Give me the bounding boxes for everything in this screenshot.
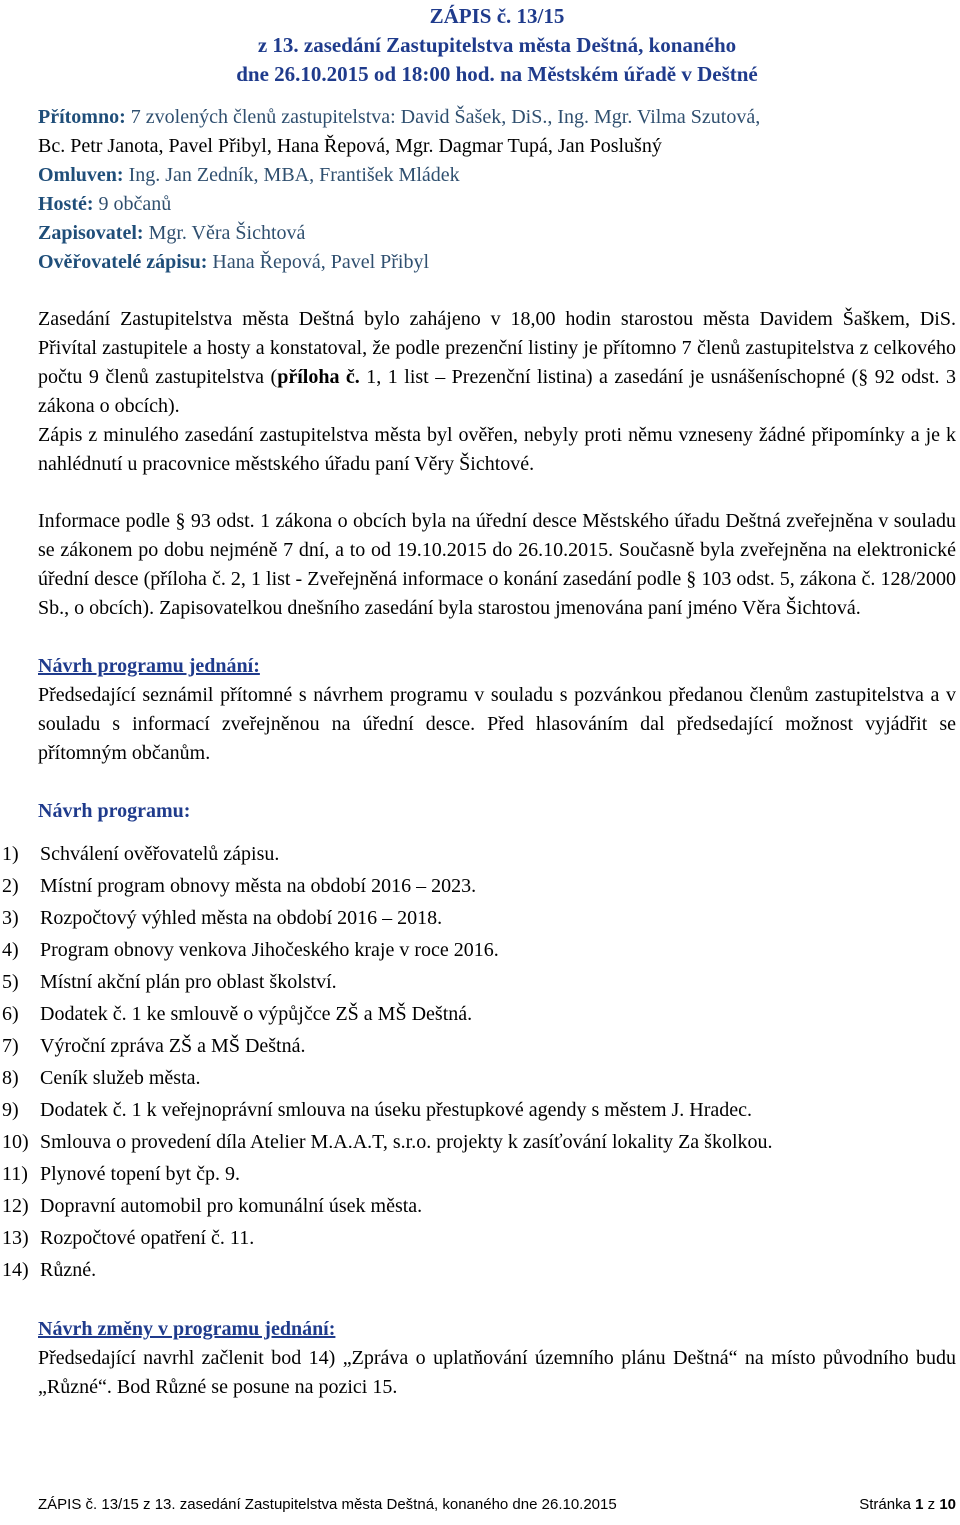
program-item-text: Program obnovy venkova Jihočeského kraje v roce 2016. — [40, 939, 499, 961]
program-item-text: Dodatek č. 1 ke smlouvě o výpůjčce ZŠ a MŠ Deštná. — [40, 1003, 473, 1025]
program-item-text: Smlouva o provedení díla Atelier M.A.A.T, s.r.o. projekty k zasíťování lokality Za školkou. — [40, 1131, 773, 1153]
program-item — [2, 1126, 920, 1158]
program-item-number: 13) — [2, 1227, 29, 1249]
program-item-text: Plynové topení byt čp. 9. — [40, 1163, 240, 1185]
title-line-1: ZÁPIS č. 13/15 — [429, 4, 565, 28]
proposal-text: Předsedající seznámil přítomné s návrhem programu v souladu s pozvánkou předanou členům zastupitelstva a v souladu s informací zveřejněnou na úřední desce. Před hlasováním dal předsedající možnost vyjádřit se přítomným občanům. — [38, 684, 956, 764]
excused-text: Ing. Jan Zedník, MBA, František Mládek — [128, 164, 460, 186]
program-item-number: 1) — [2, 843, 19, 865]
program-item — [2, 998, 920, 1030]
program-item — [2, 1094, 920, 1126]
guests-label: Hosté: — [38, 193, 94, 215]
program-item — [2, 1062, 920, 1094]
footer-page — [859, 1496, 956, 1513]
program-item — [2, 838, 920, 870]
document-page — [2, 0, 957, 1402]
footer-left: ZÁPIS č. 13/15 z 13. zasedání Zastupitelstva města Deštná, konaného dne 26.10.2015 — [38, 1496, 617, 1513]
page-footer — [38, 1496, 956, 1513]
verifiers-label: Ověřovatelé zápisu: — [38, 251, 208, 273]
intro-paragraph-2: Zápis z minulého zasedání zastupitelstva města byl ověřen, nebyly proti němu vzneseny žádné připomínky a je k nahlédnutí u pracovnice městského úřadu paní Věry Šichtové. — [38, 424, 956, 475]
program-item-number: 7) — [2, 1035, 19, 1057]
program-list — [2, 838, 920, 1286]
excused-label: Omluven: — [38, 164, 124, 186]
excused-line — [38, 161, 956, 190]
footer-page-label: Stránka — [859, 1496, 911, 1513]
guests-text: 9 občanů — [98, 193, 172, 215]
program-item-number: 8) — [2, 1067, 19, 1089]
program-item-number: 9) — [2, 1099, 19, 1121]
program-item-number: 10) — [2, 1131, 29, 1153]
present-label: Přítomno: — [38, 106, 126, 128]
change-heading: Návrh změny v programu jednání: — [38, 1318, 336, 1340]
program-item — [2, 1254, 920, 1286]
footer-page-num: 1 — [915, 1496, 924, 1513]
program-item-text: Rozpočtový výhled města na období 2016 – 2018. — [40, 907, 443, 929]
title-line-3: dne 26.10.2015 od 18:00 hod. na Městském úřadě v Deštné — [236, 62, 758, 86]
program-item-number: 11) — [2, 1163, 28, 1185]
program-item-number: 5) — [2, 971, 19, 993]
program-item-text: Místní akční plán pro oblast školství. — [40, 971, 337, 993]
program-item — [2, 1158, 920, 1190]
attendance-block — [38, 103, 956, 277]
program-item — [2, 934, 920, 966]
verifiers-text: Hana Řepová, Pavel Přibyl — [212, 251, 430, 273]
title-line-2: z 13. zasedání Zastupitelstva města Deštná, konaného — [257, 33, 737, 57]
proposal-heading: Návrh programu jednání: — [38, 655, 260, 677]
program-item — [2, 1222, 920, 1254]
recorder-text: Mgr. Věra Šichtová — [148, 222, 306, 244]
program-item-text: Různé. — [40, 1259, 97, 1281]
program-item — [2, 1190, 920, 1222]
document-title — [38, 2, 956, 89]
intro-text-a: Zasedání Zastupitelstva města Deštná bylo zahájeno v 18,00 hodin starostou města Davidem Šaškem, DiS. Přivítal zastupitele a hosty a konstatoval, že podle prezenční listiny je přítomno 7 členů zastupitelstva z celkového počtu 9 členů zastupitelstva ( — [38, 308, 956, 388]
program-heading: Návrh programu: — [38, 800, 191, 822]
intro-text-b: 1, 1 list – Prezenční listina) a zasedání je usnášeníschopné (§ 92 odst. 3 zákona o obcích). — [38, 366, 957, 417]
program-item — [2, 902, 920, 934]
program-item-number: 12) — [2, 1195, 29, 1217]
program-item-number: 14) — [2, 1259, 29, 1281]
program-item-text: Dodatek č. 1 k veřejnoprávní smlouva na úseku přestupkové agendy s městem J. Hradec. — [40, 1099, 753, 1121]
footer-page-of: z — [927, 1496, 936, 1513]
program-item-text: Dopravní automobil pro komunální úsek města. — [40, 1195, 423, 1217]
footer-page-total: 10 — [939, 1496, 956, 1513]
program-item — [2, 870, 920, 902]
program-item-number: 2) — [2, 875, 19, 897]
present-text-2: Bc. Petr Janota, Pavel Přibyl, Hana Řepová, Mgr. Dagmar Tupá, Jan Poslušný — [38, 135, 662, 157]
intro-paragraph-1 — [38, 305, 956, 421]
program-item-number: 4) — [2, 939, 19, 961]
intro-paragraph-3: Informace podle § 93 odst. 1 zákona o obcích byla na úřední desce Městského úřadu Deštná zveřejněna v souladu se zákonem po dobu nejméně 7 dní, a to od 19.10.2015 do 26.10.2015. Současně byla zveřejněna na elektronické úřední desce (příloha č. 2, 1 list - Zveřejněná informace o konání zasedání podle § 103 odst. 5, zákona č. 128/2000 Sb., o obcích). Zapisovatelkou dnešního zasedání byla starostou jmenována paní jméno Věra Šichtová. — [38, 510, 956, 619]
program-item — [2, 966, 920, 998]
recorder-label: Zapisovatel: — [38, 222, 144, 244]
verifiers-line — [38, 248, 956, 277]
recorder-line — [38, 219, 956, 248]
guests-line — [38, 190, 956, 219]
program-item — [2, 1030, 920, 1062]
program-item-text: Výroční zpráva ZŠ a MŠ Deštná. — [40, 1035, 306, 1057]
present-text-1: 7 zvolených členů zastupitelstva: David Šašek, DiS., Ing. Mgr. Vilma Szutová, — [130, 106, 761, 128]
program-item-text: Rozpočtové opatření č. 11. — [40, 1227, 255, 1249]
program-item-text: Schválení ověřovatelů zápisu. — [40, 843, 280, 865]
program-item-number: 3) — [2, 907, 19, 929]
program-item-number: 6) — [2, 1003, 19, 1025]
program-item-text: Ceník služeb města. — [40, 1067, 201, 1089]
change-text: Předsedající navrhl začlenit bod 14) „Zpráva o uplatňování územního plánu Deštná“ na místo původního budu „Různé“. Bod Různé se posune na pozici 15. — [38, 1347, 956, 1398]
program-item-text: Místní program obnovy města na období 2016 – 2023. — [40, 875, 477, 897]
present-line — [38, 103, 956, 132]
intro-text-bold: příloha č. — [277, 366, 360, 388]
